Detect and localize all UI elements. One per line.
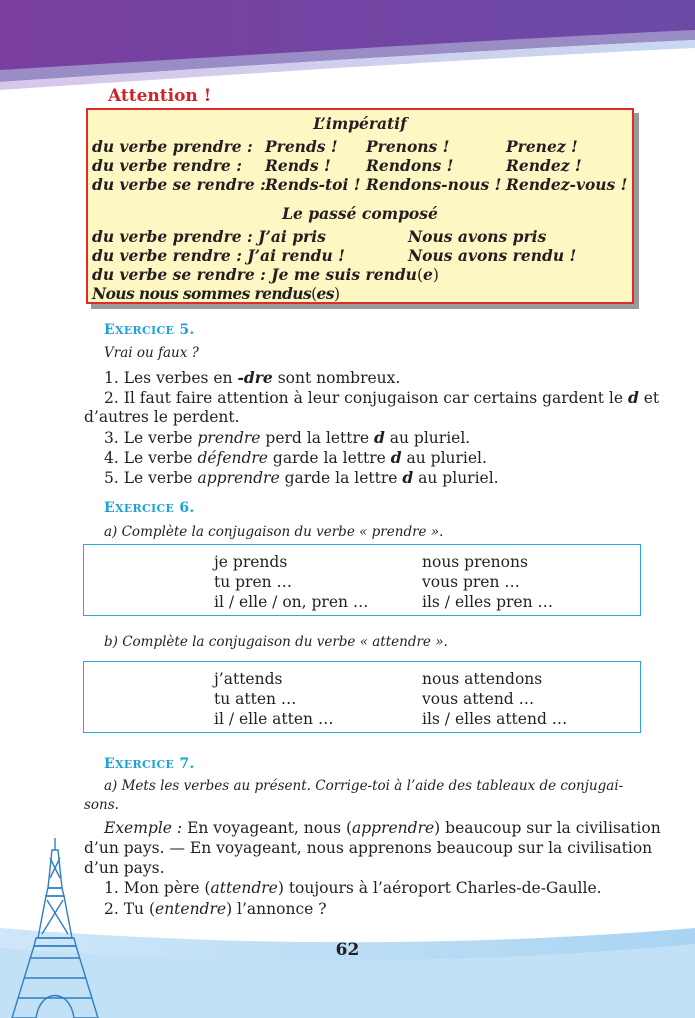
exercise-7-example-cont: d’un pays. — En voyageant, nous apprenons beaucoup sur la civilisation	[84, 839, 653, 857]
conj-cell: il / elle atten …	[214, 710, 334, 728]
exercise-6-part-a: a) Complète la conjugaison du verbe « prendre ».	[104, 524, 444, 540]
conj-cell: vous pren …	[422, 573, 520, 591]
imperatif-vous: Prenez !	[506, 137, 578, 156]
exercise-5-item-3: 3. Le verbe prendre perd la lettre d au pluriel.	[104, 428, 471, 447]
conj-cell: tu atten …	[214, 690, 297, 708]
imperatif-vous: Rendez-vous !	[506, 175, 628, 194]
grammar-box	[86, 108, 634, 304]
exercise-5-item-4: 4. Le verbe défendre garde la lettre d au pluriel.	[104, 448, 487, 467]
imperatif-nous: Prenons !	[366, 137, 450, 156]
conj-cell: tu pren …	[214, 573, 293, 591]
imperatif-tu: Rends !	[265, 156, 331, 175]
exercise-5-title: EXERCICE 5.	[104, 322, 195, 338]
conj-cell: ils / elles attend …	[422, 710, 568, 728]
header-decoration	[0, 0, 695, 90]
imperatif-tu: Prends !	[265, 137, 338, 156]
conj-cell: il / elle / on, pren …	[214, 593, 369, 611]
exercise-7-part-a: a) Mets les verbes au présent. Corrige-toi à l’aide des tableaux de conjugai-	[104, 778, 624, 794]
imperatif-verb: du verbe rendre :	[92, 156, 242, 175]
exercise-5-item-1: 1. Les verbes en -dre sont nombreux.	[104, 368, 401, 387]
passe-compose-line: du verbe se rendre : Je me suis rendu(e)	[92, 265, 439, 284]
page-number: 62	[335, 940, 360, 960]
exercise-5-item-2: 2. Il faut faire attention à leur conjugaison car certains gardent le d et	[104, 388, 660, 407]
exercise-6-title: EXERCICE 6.	[104, 500, 195, 516]
exercise-7-title: EXERCICE 7.	[104, 756, 195, 772]
footer-decoration	[0, 908, 695, 1018]
exercise-5-item-2-cont: d’autres le perdent.	[84, 408, 240, 426]
conj-cell: nous prenons	[422, 553, 528, 571]
passe-compose-line: Nous nous sommes rendus(es)	[92, 284, 340, 303]
exercise-7-example: Exemple : En voyageant, nous (apprendre) beaucoup sur la civilisation	[104, 819, 661, 837]
imperatif-title: L’impératif	[313, 114, 407, 133]
imperatif-tu: Rends-toi !	[265, 175, 361, 194]
exercise-6-part-b: b) Complète la conjugaison du verbe « attendre ».	[104, 634, 448, 650]
exercise-5-instruction: Vrai ou faux ?	[104, 345, 199, 361]
imperatif-vous: Rendez !	[506, 156, 582, 175]
imperatif-nous: Rendons-nous !	[366, 175, 502, 194]
passe-compose-line: du verbe rendre : J’ai rendu !	[92, 246, 345, 265]
imperatif-nous: Rendons !	[366, 156, 454, 175]
exercise-5-item-5: 5. Le verbe apprendre garde la lettre d au pluriel.	[104, 468, 499, 487]
conj-cell: je prends	[214, 553, 288, 571]
conj-cell: j’attends	[214, 670, 283, 688]
exercise-7-item-2: 2. Tu (entendre) l’annonce ?	[104, 900, 327, 918]
conj-cell: vous attend …	[422, 690, 535, 708]
conj-cell: nous attendons	[422, 670, 543, 688]
exercise-7-item-1: 1. Mon père (attendre) toujours à l’aéroport Charles-de-Gaulle.	[104, 879, 602, 897]
imperatif-verb: du verbe se rendre :	[92, 175, 266, 194]
passe-compose-title: Le passé composé	[282, 204, 438, 223]
conj-cell: ils / elles pren …	[422, 593, 554, 611]
passe-compose-line: Nous avons rendu !	[408, 246, 577, 265]
passe-compose-line: Nous avons pris	[408, 227, 547, 246]
conjugation-table-prendre	[83, 544, 641, 616]
exercise-7-example-cont: d’un pays.	[84, 859, 165, 877]
passe-compose-line: du verbe prendre : J’ai pris	[92, 227, 326, 246]
imperatif-verb: du verbe prendre :	[92, 137, 253, 156]
conjugation-table-attendre	[83, 661, 641, 733]
attention-heading: Attention !	[108, 86, 212, 106]
exercise-7-part-a-cont: sons.	[84, 797, 119, 813]
